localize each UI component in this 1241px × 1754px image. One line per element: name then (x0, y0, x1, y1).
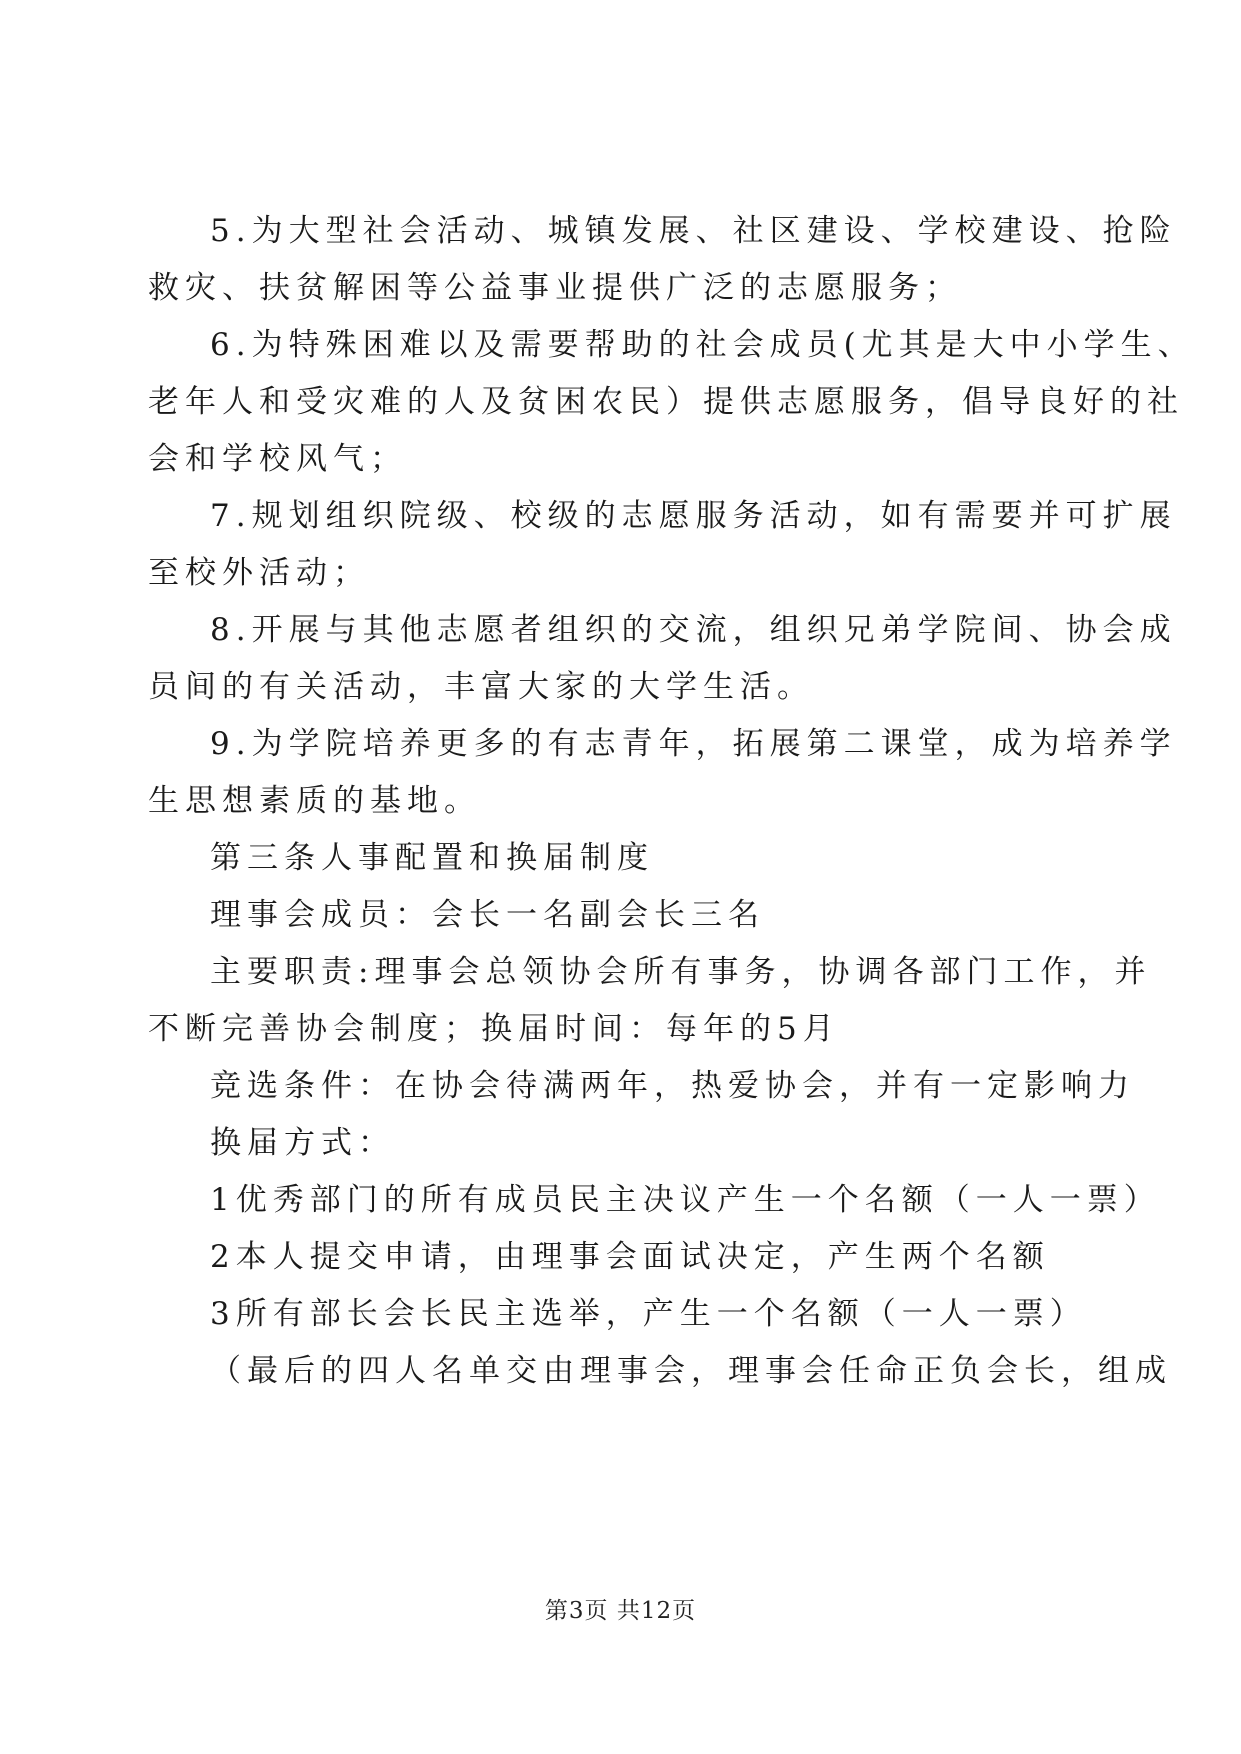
paragraph-line: 9.为学院培养更多的有志青年，拓展第二课堂，成为培养学 (210, 726, 1177, 762)
paragraph-line: （最后的四人名单交由理事会，理事会任命正负会长，组成 (210, 1353, 1172, 1389)
paragraph-line: 竞选条件：在协会待满两年，热爱协会，并有一定影响力 (210, 1068, 1135, 1104)
paragraph-line: 8.开展与其他志愿者组织的交流，组织兄弟学院间、协会成 (210, 612, 1177, 648)
list-item: 3所有部长会长民主选举，产生一个名额（一人一票） (210, 1296, 1087, 1332)
paragraph-line: 理事会成员：会长一名副会长三名 (210, 897, 765, 933)
paragraph-line: 生思想素质的基地。 (148, 783, 481, 819)
list-item: 2本人提交申请，由理事会面试决定，产生两个名额 (210, 1239, 1050, 1275)
paragraph-line: 至校外活动； (148, 555, 370, 591)
paragraph-line: 6.为特殊困难以及需要帮助的社会成员(尤其是大中小学生、 (210, 327, 1195, 363)
paragraph-line: 员间的有关活动，丰富大家的大学生活。 (148, 669, 814, 705)
paragraph-line: 5.为大型社会活动、城镇发展、社区建设、学校建设、抢险 (210, 213, 1177, 249)
paragraph-line: 救灾、扶贫解困等公益事业提供广泛的志愿服务； (148, 270, 962, 306)
paragraph-line: 换届方式： (210, 1125, 395, 1161)
paragraph-line: 会和学校风气； (148, 441, 407, 477)
section-heading: 第三条人事配置和换届制度 (210, 840, 654, 876)
paragraph-line: 7.规划组织院级、校级的志愿服务活动，如有需要并可扩展 (210, 498, 1177, 534)
paragraph-line: 主要职责:理事会总领协会所有事务，协调各部门工作，并 (210, 954, 1152, 990)
paragraph-line: 不断完善协会制度；换届时间：每年的5月 (148, 1011, 840, 1047)
list-item: 1优秀部门的所有成员民主决议产生一个名额（一人一票） (210, 1182, 1161, 1218)
page-footer: 第3页 共12页 (544, 1598, 697, 1624)
paragraph-line: 老年人和受灾难的人及贫困农民）提供志愿服务，倡导良好的社 (148, 384, 1184, 420)
